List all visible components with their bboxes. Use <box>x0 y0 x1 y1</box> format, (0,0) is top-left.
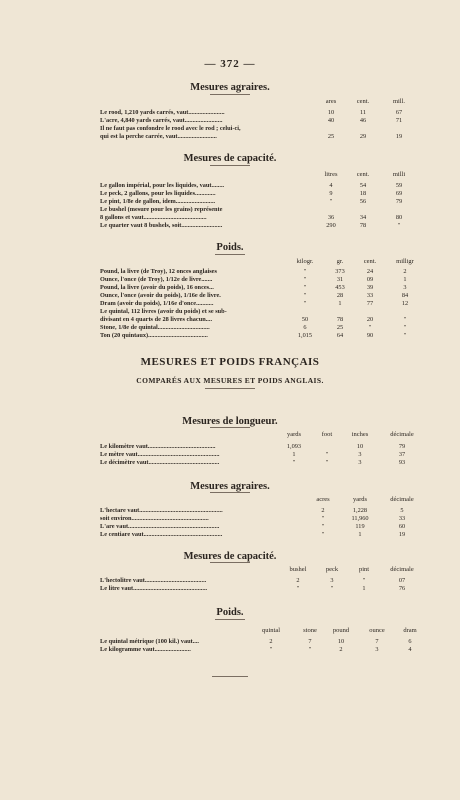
cell: 25 <box>336 324 344 331</box>
divider <box>215 254 245 255</box>
column-header: milligr <box>396 258 414 265</box>
cell: 1,228 <box>352 507 368 514</box>
cell: 50 <box>301 316 309 323</box>
cell: 1 <box>358 531 362 538</box>
cell: 11,960 <box>351 515 369 522</box>
column-header: peck <box>325 566 339 573</box>
column-header: ounce <box>369 627 385 634</box>
row-label: L'acre, 4,840 yards carrés, vaut........................ <box>100 117 223 124</box>
cell: 80 <box>395 214 403 221</box>
cell: 6 <box>408 638 412 645</box>
cell: 36 <box>327 214 335 221</box>
cell: 09 <box>366 276 374 283</box>
cell: 60 <box>398 523 406 530</box>
row-label: qui est la perche carrée, vaut......................... <box>100 133 217 140</box>
cell: 20 <box>366 316 374 323</box>
column-header: cent. <box>363 258 377 265</box>
cell: 3 <box>358 451 362 458</box>
divider <box>210 94 250 95</box>
cell: ″ <box>330 585 334 592</box>
cell: 77 <box>366 300 374 307</box>
column-header: milli <box>392 171 406 178</box>
cell: ″ <box>321 531 325 538</box>
cell: ″ <box>303 292 307 299</box>
cell: 24 <box>366 268 374 275</box>
column-header: gr. <box>336 258 344 265</box>
cell: ″ <box>397 222 401 229</box>
divider <box>210 165 250 166</box>
row-label: Le litre vaut............................................... <box>100 585 208 592</box>
cell: 78 <box>359 222 367 229</box>
column-header: stone <box>303 627 317 634</box>
cell: 33 <box>366 292 374 299</box>
row-label: L'are vaut.......................................................... <box>100 523 220 530</box>
row-label: Le kilogramme vaut....................... <box>100 646 191 653</box>
row-label: Le décimètre vaut............................................. <box>100 459 220 466</box>
column-header: litres <box>324 171 338 178</box>
cell: 93 <box>398 459 406 466</box>
cell: 11 <box>359 109 367 116</box>
divider <box>210 427 250 428</box>
column-header: décimale <box>390 496 414 503</box>
row-label: divisant en 4 quarts de 28 livres chacun.... <box>100 316 213 323</box>
row-label: Pound, la livre (avoir du poids), 16 onces... <box>100 284 214 291</box>
cell: ″ <box>368 324 372 331</box>
row-label: Le mètre vaut.................................................... <box>100 451 220 458</box>
cell: 54 <box>359 182 367 189</box>
row-label: Dram (avoir du poids), 1/16e d'once........... <box>100 300 214 307</box>
column-header: mill. <box>392 98 406 105</box>
cell: 6 <box>303 324 307 331</box>
column-header: acres <box>316 496 330 503</box>
cell: 12 <box>401 300 409 307</box>
column-header: dram <box>403 627 417 634</box>
cell: 69 <box>395 190 403 197</box>
divider <box>205 388 255 389</box>
cell: 5 <box>400 507 404 514</box>
cell: ″ <box>362 577 366 584</box>
cell: 19 <box>398 531 406 538</box>
cell: 79 <box>398 443 406 450</box>
column-header: pint <box>358 566 370 573</box>
section-title-capacite-uk: Mesures de capacité. <box>183 153 277 164</box>
cell: 3 <box>330 577 334 584</box>
cell: 40 <box>327 117 335 124</box>
cell: ″ <box>329 198 333 205</box>
cell: 71 <box>395 117 403 124</box>
column-header: ares <box>325 98 337 105</box>
cell: 4 <box>408 646 412 653</box>
cell: 373 <box>335 268 345 275</box>
cell: 7 <box>308 638 312 645</box>
cell: 29 <box>359 133 367 140</box>
cell: ″ <box>403 324 407 331</box>
column-header: décimale <box>390 566 414 573</box>
row-label: Il ne faut pas confondre le rood avec le rod ; celui-ci, <box>100 125 241 132</box>
section-title-longueur: Mesures de longueur. <box>182 416 278 427</box>
cell: 10 <box>327 109 335 116</box>
cell: 2 <box>339 646 343 653</box>
section-title-poids-uk: Poids. <box>216 242 244 253</box>
row-label: Le pint, 1/8e de gallon, idem......................... <box>100 198 216 205</box>
cell: ″ <box>308 646 312 653</box>
cell: 1 <box>292 451 296 458</box>
column-header: yards <box>352 496 368 503</box>
column-header: cent. <box>356 171 370 178</box>
cell: ″ <box>321 515 325 522</box>
main-subtitle: COMPARÉS AUX MESURES ET POIDS ANGLAIS. <box>136 376 324 385</box>
row-label: Le centiare vaut.................................................. <box>100 531 223 538</box>
cell: ″ <box>325 451 329 458</box>
column-header: cent. <box>356 98 370 105</box>
cell: 78 <box>336 316 344 323</box>
column-header: yards <box>286 431 302 438</box>
cell: 290 <box>326 222 336 229</box>
cell: 1 <box>403 276 407 283</box>
column-header: pound <box>332 627 350 634</box>
cell: 2 <box>403 268 407 275</box>
section-title-poids-fr: Poids. <box>216 607 244 618</box>
cell: 33 <box>398 515 406 522</box>
row-label: Ounce, l'once (avoir du poids), 1/16e de livre. <box>100 292 221 299</box>
column-header: inches <box>351 431 369 438</box>
cell: 59 <box>395 182 403 189</box>
cell: 1 <box>362 585 366 592</box>
cell: 39 <box>366 284 374 291</box>
row-label: Ton (20 quintaux)...................................... <box>100 332 208 339</box>
row-label: Le bushel (mesure pour les grains) représente <box>100 206 223 213</box>
cell: 64 <box>336 332 344 339</box>
cell: 9 <box>329 190 333 197</box>
cell: ″ <box>403 332 407 339</box>
cell: 90 <box>366 332 374 339</box>
cell: 10 <box>356 443 364 450</box>
section-title-agraires-uk: Mesures agraires. <box>190 82 270 93</box>
cell: 3 <box>403 284 407 291</box>
cell: 28 <box>336 292 344 299</box>
cell: ″ <box>303 284 307 291</box>
row-label: Ounce, l'once (de Troy), 1/12e de livre....... <box>100 276 213 283</box>
row-label: Pound, la livre (de Troy), 12 onces anglaises <box>100 268 217 275</box>
row-label: Le kilomètre vaut........................................... <box>100 443 216 450</box>
row-label: Le gallon impérial, pour les liquides, vaut........ <box>100 182 225 189</box>
row-label: Stone, 1/8e de quintal................................. <box>100 324 210 331</box>
cell: 76 <box>398 585 406 592</box>
row-label: 8 gallons et vaut........................................ <box>100 214 207 221</box>
cell: 119 <box>355 523 365 530</box>
cell: 1 <box>338 300 342 307</box>
cell: ″ <box>296 585 300 592</box>
cell: ″ <box>303 268 307 275</box>
section-title-agraires-fr: Mesures agraires. <box>190 481 270 492</box>
cell: 37 <box>398 451 406 458</box>
cell: 79 <box>395 198 403 205</box>
cell: 84 <box>401 292 409 299</box>
cell: 34 <box>359 214 367 221</box>
divider <box>212 676 248 677</box>
cell: 4 <box>329 182 333 189</box>
cell: 46 <box>359 117 367 124</box>
cell: ″ <box>325 459 329 466</box>
row-label: Le quarter vaut 8 bushels, soit.......................... <box>100 222 223 229</box>
row-label: Le peck, 2 gallons, pour les liquides............. <box>100 190 216 197</box>
cell: 7 <box>375 638 379 645</box>
cell: 31 <box>336 276 344 283</box>
column-header: décimale <box>390 431 414 438</box>
cell: 25 <box>327 133 335 140</box>
cell: ″ <box>303 276 307 283</box>
cell: ″ <box>303 300 307 307</box>
row-label: Le quintal métrique (100 kil.) vaut.... <box>100 638 200 645</box>
cell: 07 <box>398 577 406 584</box>
divider <box>210 492 250 493</box>
page-number: — 372 — <box>204 58 256 70</box>
cell: 67 <box>395 109 403 116</box>
column-header: quintal <box>261 627 281 634</box>
row-label: soit environ................................................. <box>100 515 209 522</box>
column-header: bushel <box>289 566 307 573</box>
cell: ″ <box>292 459 296 466</box>
cell: 3 <box>358 459 362 466</box>
cell: ″ <box>321 523 325 530</box>
cell: 2 <box>269 638 273 645</box>
cell: 56 <box>359 198 367 205</box>
divider <box>215 619 245 620</box>
cell: 19 <box>395 133 403 140</box>
cell: 1,093 <box>286 443 302 450</box>
cell: ″ <box>269 646 273 653</box>
row-label: L'hectolitre vaut....................................... <box>100 577 207 584</box>
section-title-capacite-fr: Mesures de capacité. <box>183 551 277 562</box>
row-label: Le rood, 1,210 yards carrés, vaut....................... <box>100 109 225 116</box>
row-label: Le quintal, 112 livres (avoir du poids) et se sub- <box>100 308 227 315</box>
row-label: L'hectare vaut..................................................... <box>100 507 223 514</box>
divider <box>210 562 250 563</box>
cell: 453 <box>335 284 345 291</box>
column-header: foot <box>321 431 333 438</box>
cell: 2 <box>321 507 325 514</box>
cell: 18 <box>359 190 367 197</box>
cell: 1,015 <box>297 332 313 339</box>
cell: 3 <box>375 646 379 653</box>
cell: 10 <box>337 638 345 645</box>
cell: ″ <box>403 316 407 323</box>
cell: 2 <box>296 577 300 584</box>
main-title: MESURES ET POIDS FRANÇAIS <box>140 356 320 368</box>
column-header: kilogr. <box>296 258 314 265</box>
